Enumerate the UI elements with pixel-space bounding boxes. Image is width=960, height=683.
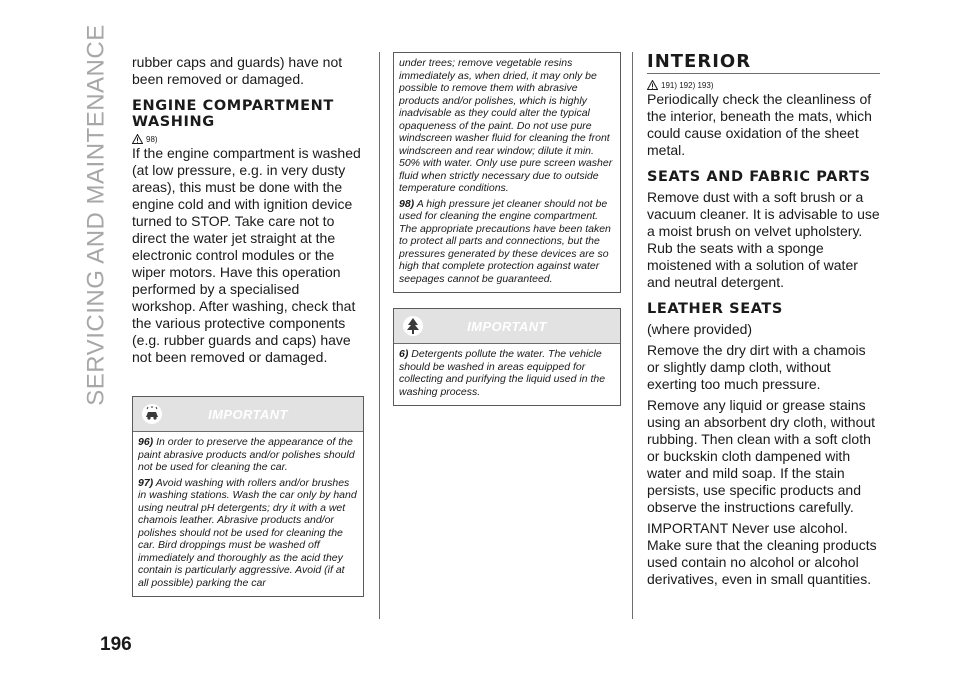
column-3	[647, 51, 880, 588]
note-number: 96)	[138, 436, 154, 448]
important-title: IMPORTANT	[467, 318, 547, 334]
note-item	[138, 477, 358, 590]
leather-heading: LEATHER SEATS	[647, 301, 783, 317]
section-side-title	[83, 24, 111, 406]
warning-ref-numbers: 191) 192) 193)	[661, 80, 714, 90]
interior-heading: INTERIOR	[647, 51, 752, 72]
continued-notes	[394, 53, 620, 292]
leather-paragraph-1: Remove the dry dirt with a chamois or slightly damp cloth, without exerting too much pressure.	[647, 342, 866, 392]
section-heading: ENGINE COMPARTMENT WASHING	[132, 98, 334, 130]
note-text: Avoid washing with rollers and/or brushes in washing stations. Wash the car only by hand using neutral pH detergents; dry it with a wet chamois leather. Abrasive products and/or polishes should not be used for cleaning the car. Bird droppings must be washed off immediately and thoroughly as the acid they contain is particularly aggressive. Avoid (if at all possible) parking the car	[138, 476, 357, 589]
column-1	[132, 54, 364, 597]
warning-ref-numbers: 98)	[146, 134, 158, 144]
seats-heading: SEATS AND FABRIC PARTS	[647, 169, 871, 185]
leather-paragraph-3: IMPORTANT Never use alcohol.	[647, 520, 848, 536]
interior-paragraph: Periodically check the cleanliness of the interior, beneath the mats, which could cause oxidation of the sheet metal.	[647, 91, 872, 158]
leather-paragraph-4: Make sure that the cleaning products used contain no alcohol or alcohol derivatives, even in small quantities.	[647, 537, 877, 587]
warning-triangle-icon	[132, 134, 143, 144]
important-box-environment	[393, 308, 621, 406]
environment-tree-icon	[402, 315, 424, 337]
note-text: A high pressure jet cleaner should not be used for cleaning the engine compartment. The appropriate precautions have been taken to protect all parts and connections, but the pressures generated by these devices are so high that complete protection against water seepages cannot be guaranteed.	[399, 197, 611, 285]
column-2	[393, 52, 621, 406]
important-notes	[133, 432, 363, 596]
warning-refs	[132, 134, 364, 144]
heading-rule	[647, 73, 880, 74]
column-divider-1	[379, 52, 380, 619]
seats-paragraph: Remove dust with a soft brush or a vacuum cleaner. It is advisable to use a moist brush on velvet upholstery. Rub the seats with a sponge moistened with a solution of water and neutral detergent.	[647, 189, 880, 290]
column-divider-2	[632, 52, 633, 619]
note-item	[138, 436, 358, 474]
important-header	[133, 397, 363, 431]
warning-refs	[647, 80, 880, 90]
note-number: 97)	[138, 476, 154, 489]
leather-paragraph-2: Remove any liquid or grease stains using an absorbent dry cloth, without rubbing. Then clean with a soft cloth or buckskin cloth dampened with water and mild soap. If the stain persists, use specific products and observe the instructions carefully.	[647, 397, 876, 515]
note-item	[399, 198, 615, 286]
leather-subtitle: (where provided)	[647, 321, 753, 337]
note-number: 6)	[399, 348, 409, 360]
note-text: Detergents pollute the water. The vehicle should be washed in areas equipped for collecting and purifying the liquid used in the washing process.	[399, 348, 606, 398]
page-number: 196	[100, 634, 132, 655]
important-notes	[394, 344, 620, 405]
important-title: IMPORTANT	[208, 406, 288, 422]
note-number: 98)	[399, 197, 415, 210]
notes-box-continued	[393, 52, 621, 293]
intro-text: rubber caps and guards) have not been removed or damaged.	[132, 54, 343, 87]
important-header	[394, 309, 620, 343]
car-wash-icon	[141, 403, 163, 425]
warning-triangle-icon	[647, 80, 658, 90]
body-text: If the engine compartment is washed (at low pressure, e.g. in very dusty areas), this must be done with the engine cold and with ignition device turned to STOP. Take care not to direct the water jet straight at the electronic control modules or the wiper motors. Have this operation performed by a specialised workshop. After washing, check that the various protective components (e.g. rubber guards and caps) have not been removed or damaged.	[132, 145, 361, 365]
note-item	[399, 57, 615, 195]
important-box	[132, 396, 364, 597]
note-item	[399, 348, 615, 398]
note-text: under trees; remove vegetable resins immediately as, when dried, it may only be possible to remove them with abrasive products and/or polishes, which is highly inadvisable as they could alter the typical opaqueness of the paint. Do not use pure windscreen washer fluid for cleaning the front windscreen and rear window; dilute it min. 50% with water. Only use pure screen washer fluid when strictly necessary due to outside temperature conditions.	[399, 57, 613, 194]
note-text: In order to preserve the appearance of the paint abrasive products and/or polishes should not be used for cleaning the car.	[138, 436, 355, 473]
side-title-text: SERVICING AND MAINTENANCE	[83, 24, 111, 406]
